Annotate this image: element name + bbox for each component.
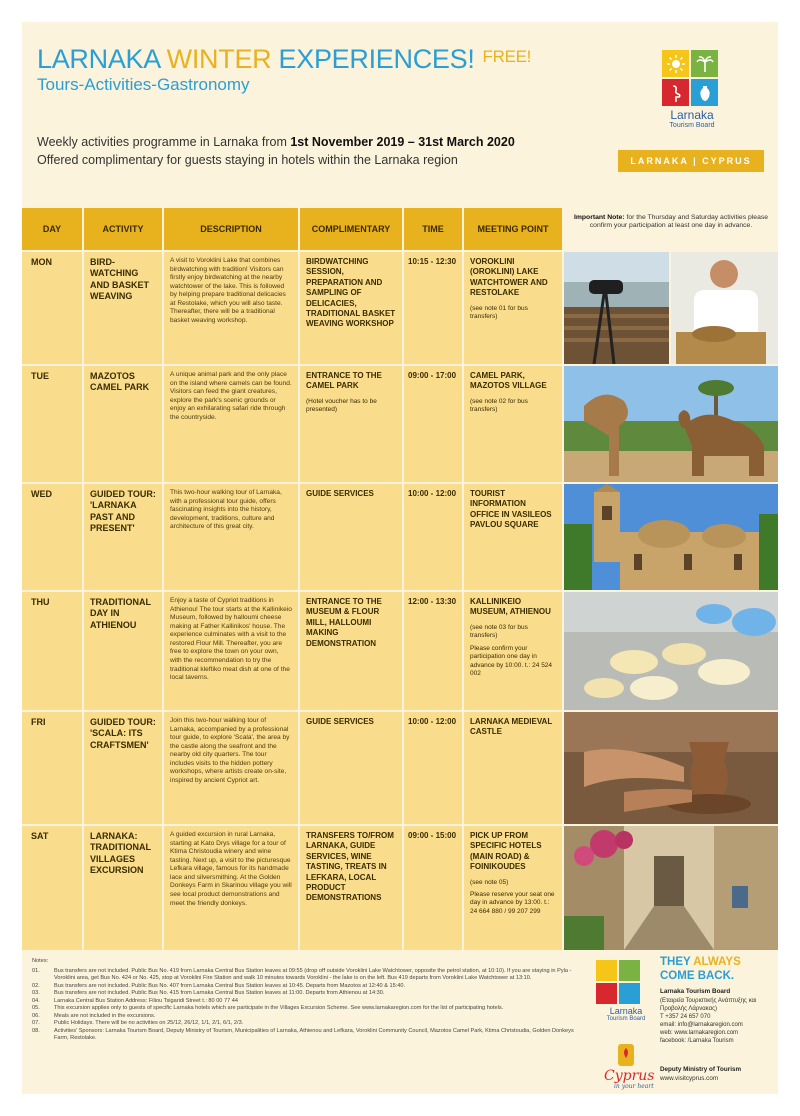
row-tue-meeting [464, 366, 562, 482]
row-tue-complimentary-note: (Hotel voucher has to be presented) [306, 397, 377, 414]
title-part-experiences: EXPERIENCES! [271, 44, 475, 74]
programme-poster [22, 22, 778, 1094]
contact-web[interactable]: web: www.larnakaregion.com [660, 1029, 739, 1036]
footer-larnaka-logo [596, 960, 656, 1022]
row-thu-complimentary-text: ENTRANCE TO THE MUSEUM & FLOUR MILL, HALLOUMI MAKING DEMONSTRATION [306, 597, 382, 648]
title-part-winter: WINTER [166, 44, 272, 74]
footer-logo-name: Larnaka [609, 1006, 643, 1016]
note-text: Bus transfers are not included. Public Bus No. 419 from Larnaka Central Bus Station leaves at 09:55 (drop off outside Voroklini Lake Watchtower, opposite the petrol station, at 10:10). If you are staying in Pyla - Voroklini area, get Bus No. 424 or No. 425, stop at Voroklini Fire Station and walk 10 minutes towards Voroklini - the lake is on the left. Bus 419 departs from Voroklini Lake Watchtower at 13:10. [54, 967, 572, 982]
note-item [32, 1013, 584, 1021]
amphora-icon [619, 983, 640, 1004]
flamingo-icon [662, 79, 689, 106]
note-text: Bus transfers are not included. Public Bus No. 415 from Larnaka Central Bus Station leaves at 11:00. Departs from Athienou at 14:30. [54, 990, 385, 997]
row-sat-activity: LARNAKA: TRADITIONAL VILLAGES EXCURSION [84, 826, 162, 950]
row-wed-day: WED [22, 484, 82, 590]
row-mon-complimentary [300, 252, 402, 364]
row-mon-activity: BIRD-WATCHING AND BASKET WEAVING [84, 252, 162, 364]
row-tue-time: 09:00 - 17:00 [404, 366, 462, 482]
note-number: 04. [32, 997, 40, 1004]
logo-name: Larnaka [670, 108, 714, 122]
contact-email[interactable]: email: info@larnakaregion.com [660, 1021, 743, 1028]
palm-icon [691, 50, 718, 77]
row-thu-description: Enjoy a taste of Cypriot traditions in Athienou! The tour starts at the Kallinikeio Museum, followed by halloumi cheese making at Father Kallinikos' house. The experience culminates with a visit to the restored Flour Mill. Thereafter, you are free to explore the town on your own, with the recommendation to try the traditional kleftiko meat dish at one of the local taverns. [164, 592, 298, 710]
photo-pottery [564, 712, 778, 824]
programme-dates [37, 135, 515, 149]
row-mon-meeting-note: (see note 01 for bus transfers) [470, 304, 528, 320]
deputy-ministry-web[interactable]: www.visitcyprus.com [660, 1074, 719, 1082]
row-wed-description: This two-hour walking tour of Larnaka, with a professional tour guide, offers fascinating insights into the history, development, traditions, culture and architecture of this great city. [164, 484, 298, 590]
photo-village-street [564, 826, 778, 950]
programme-prefix: Weekly activities programme in Larnaka from [37, 135, 291, 149]
row-fri-description: Join this two-hour walking tour of Larnaka, accompanied by a professional tour guide, to explore 'Scala', the area by the castle along the seafront and the nearby old city quarters. The tour includes visits to the hidden pottery workshops, where artists create on-site, inspired by ancient Cypriot art. [164, 712, 298, 824]
contact-block [660, 988, 776, 1045]
row-tue-complimentary-text: ENTRANCE TO THE CAMEL PARK [306, 371, 382, 391]
row-tue-meeting-note: (see note 02 for bus transfers) [470, 397, 528, 414]
note-item [32, 983, 584, 991]
row-fri-time: 10:00 - 12:00 [404, 712, 462, 824]
row-wed-meeting [464, 484, 562, 590]
row-sat-description: A guided excursion in rural Larnaka, starting at Kato Drys village for a tour of Ktima Christoudia winery and wine tasting. Next up, a visit to the picturesque Lefkara village, famous for its handmade lace and silversmithing. At the Golden Donkeys Farm in Skarinou village you will see local product demonstrations and meet the friendly donkeys. [164, 826, 298, 950]
row-wed-complimentary [300, 484, 402, 590]
flamingo-icon [596, 983, 617, 1004]
row-tue-complimentary [300, 366, 402, 482]
header-meeting-point: MEETING POINT [464, 208, 562, 250]
notes-section [32, 958, 584, 1043]
row-sat-complimentary-text: TRANSFERS TO/FROM LARNAKA, GUIDE SERVICES, WINE TASTING, TREATS IN LEFKARA, LOCAL PRODUCT DEMONSTRATIONS [306, 831, 394, 903]
row-mon-description: A visit to Voroklini Lake that combines birdwatching with tradition! Visitors can firstly enjoy birdwatching at the nearby watchtower of the lake. This is followed by helping prepare traditional delicacies at Restolake, which you will also taste. Thereafter, there will be a traditional basket weaving workshop. [164, 252, 298, 364]
note-number: 07. [32, 1020, 40, 1027]
important-note-label: Important Note: [573, 214, 625, 221]
note-text: Activities' Sponsors: Larnaka Tourism Board, Deputy Ministry of Tourism, Municipalities of Larnaka, Athienou and Lefkara, Voroklini Community Council, Mazotos Camel Park, Ktima Christoudia, Golden Donkeys Farm, Restolake. [54, 1027, 574, 1042]
row-thu-meeting [464, 592, 562, 710]
row-mon-time: 10:15 - 12:30 [404, 252, 462, 364]
row-thu-time: 12:00 - 13:30 [404, 592, 462, 710]
note-item [32, 1005, 584, 1013]
note-item [32, 990, 584, 998]
important-note-text: for the Thursday and Saturday activities please confirm your participation at least one day in advance. [589, 214, 769, 230]
note-number: 05. [32, 1005, 40, 1012]
row-sat-time: 09:00 - 15:00 [404, 826, 462, 950]
tagline-they: THEY [660, 956, 694, 968]
row-wed-meeting-text: TOURIST INFORMATION OFFICE IN VASILEOS PAVLOU SQUARE [470, 489, 552, 530]
title-part-larnaka: LARNAKA [37, 44, 167, 74]
note-item [32, 998, 584, 1006]
photo-halloumi [564, 592, 778, 710]
note-number: 02. [32, 982, 40, 989]
photo-birdwatching-basket [564, 252, 778, 364]
note-item [32, 968, 584, 983]
row-fri-meeting-text: LARNAKA MEDIEVAL CASTLE [470, 717, 553, 737]
row-fri-day: FRI [22, 712, 82, 824]
contact-greek: (Εταιρεία Τουριστικής Ανάπτυξης και Προβολής Λάρνακας) [660, 997, 757, 1012]
notes-heading: Notes: [32, 958, 49, 964]
page-title [37, 44, 531, 75]
sun-icon [662, 50, 689, 77]
palm-icon [619, 960, 640, 981]
note-text: Public Holidays. There will be no activities on 25/12, 26/12, 1/1, 2/1, 6/1, 2/3. [54, 1020, 244, 1027]
row-wed-activity: GUIDED TOUR: 'LARNAKA PAST AND PRESENT' [84, 484, 162, 590]
note-text: This excursion applies only to guests of specific Larnaka hotels which are participate in the Villages Excursion Scheme. See www.larnakaregion.com for the list of participating hotels. [54, 1005, 504, 1012]
note-text: Meals are not included in the excursions. [54, 1012, 156, 1019]
cyprus-logo [596, 1042, 656, 1090]
amphora-icon [691, 79, 718, 106]
tagline-line2: COME BACK. [660, 970, 735, 982]
header-day: DAY [22, 208, 82, 250]
note-number: 08. [32, 1027, 40, 1034]
row-tue-meeting-text: CAMEL PARK, MAZOTOS VILLAGE [470, 371, 547, 391]
row-tue-description: A unique animal park and the only place on the island where camels can be found. Visitors can feed the giant creatures, explore the park's scenic grounds or enjoy an exhilarating safari ride through the countryside. [164, 366, 298, 482]
tagline-always: ALWAYS [693, 956, 741, 968]
header-complimentary: COMPLIMENTARY [300, 208, 402, 250]
contact-phone: T +357 24 657 070 [660, 1013, 711, 1020]
deputy-ministry [660, 1066, 741, 1084]
row-mon-meeting-text: VOROKLINI (OROKLINI) LAKE WATCHTOWER AND RESTOLAKE [470, 257, 548, 298]
location-bar: LARNAKA | CYPRUS [618, 150, 764, 172]
header-activity: ACTIVITY [84, 208, 162, 250]
row-sat-meeting [464, 826, 562, 950]
row-sat-meeting-note: (see note 05) [470, 878, 509, 886]
row-tue-day: TUE [22, 366, 82, 482]
row-mon-complimentary-text: BIRDWATCHING SESSION, PREPARATION AND SAMPLING OF DELICACIES, TRADITIONAL BASKET WEAVING WORKSHOP [306, 257, 396, 329]
photo-camels [564, 366, 778, 482]
header-description: DESCRIPTION [164, 208, 298, 250]
row-wed-complimentary-text: GUIDE SERVICES [306, 489, 374, 498]
row-sat-day: SAT [22, 826, 82, 950]
photo-church [564, 484, 778, 590]
important-note [564, 208, 778, 250]
note-text: Bus transfers are not included. Public Bus No. 407 from Larnaka Central Bus Station leaves at 10:45. Departs from Mazotos at 12:40 & 15:40. [54, 982, 406, 989]
row-mon-day: MON [22, 252, 82, 364]
note-item [32, 1028, 584, 1043]
row-wed-time: 10:00 - 12:00 [404, 484, 462, 590]
footer-logo-subtitle: Tourism Board [606, 1016, 646, 1022]
row-sat-complimentary [300, 826, 402, 950]
tagline-line1 [660, 956, 741, 968]
programme-date-range: 1st November 2019 – 31st March 2020 [290, 135, 515, 149]
sun-icon [596, 960, 617, 981]
deputy-ministry-title: Deputy Ministry of Tourism [660, 1066, 742, 1073]
row-thu-meeting-note: (see note 03 for bus transfers) [470, 623, 528, 640]
title-free: FREE! [482, 47, 532, 66]
row-thu-meeting-text: KALLINIKEIO MUSEUM, ATHIENOU [470, 597, 551, 617]
cyprus-logo-slogan: in your heart [614, 1083, 654, 1090]
contact-facebook[interactable]: facebook: /Larnaka Tourism [660, 1037, 734, 1044]
row-sat-meeting-reserve: Please reserve your seat one day in advance by 13:00. t.: 24 664 880 / 99 207 299 [470, 891, 555, 915]
row-fri-complimentary [300, 712, 402, 824]
note-number: 06. [32, 1012, 40, 1019]
offered-text: Offered complimentary for guests staying in hotels within the Larnaka region [37, 153, 458, 167]
note-number: 01. [32, 967, 40, 974]
cyprus-logo-text: Cyprus [604, 1068, 655, 1084]
note-number: 03. [32, 990, 40, 997]
row-fri-activity: GUIDED TOUR: 'SCALA: ITS CRAFTSMEN' [84, 712, 162, 824]
page-subtitle: Tours-Activities-Gastronomy [37, 75, 250, 94]
row-fri-meeting [464, 712, 562, 824]
header-time: TIME [404, 208, 462, 250]
row-fri-complimentary-text: GUIDE SERVICES [306, 717, 374, 726]
contact-title: Larnaka Tourism Board [660, 988, 731, 995]
row-thu-day: THU [22, 592, 82, 710]
larnaka-logo [662, 50, 722, 129]
row-mon-meeting [464, 252, 562, 364]
row-thu-activity: TRADITIONAL DAY IN ATHIENOU [84, 592, 162, 710]
note-text: Larnaka Central Bus Station Address: Filiou Tsigaridi Street t.: 80 00 77 44 [54, 997, 238, 1004]
logo-subtitle: Tourism Board [669, 122, 715, 129]
row-thu-complimentary [300, 592, 402, 710]
row-tue-activity: MAZOTOS CAMEL PARK [84, 366, 162, 482]
row-sat-meeting-text: PICK UP FROM SPECIFIC HOTELS (MAIN ROAD) & FOINIKOUDES [470, 831, 542, 872]
row-thu-meeting-confirm: Please confirm your participation one day in advance by 10:00. t.: 24 524 002 [470, 644, 553, 677]
note-item [32, 1020, 584, 1028]
